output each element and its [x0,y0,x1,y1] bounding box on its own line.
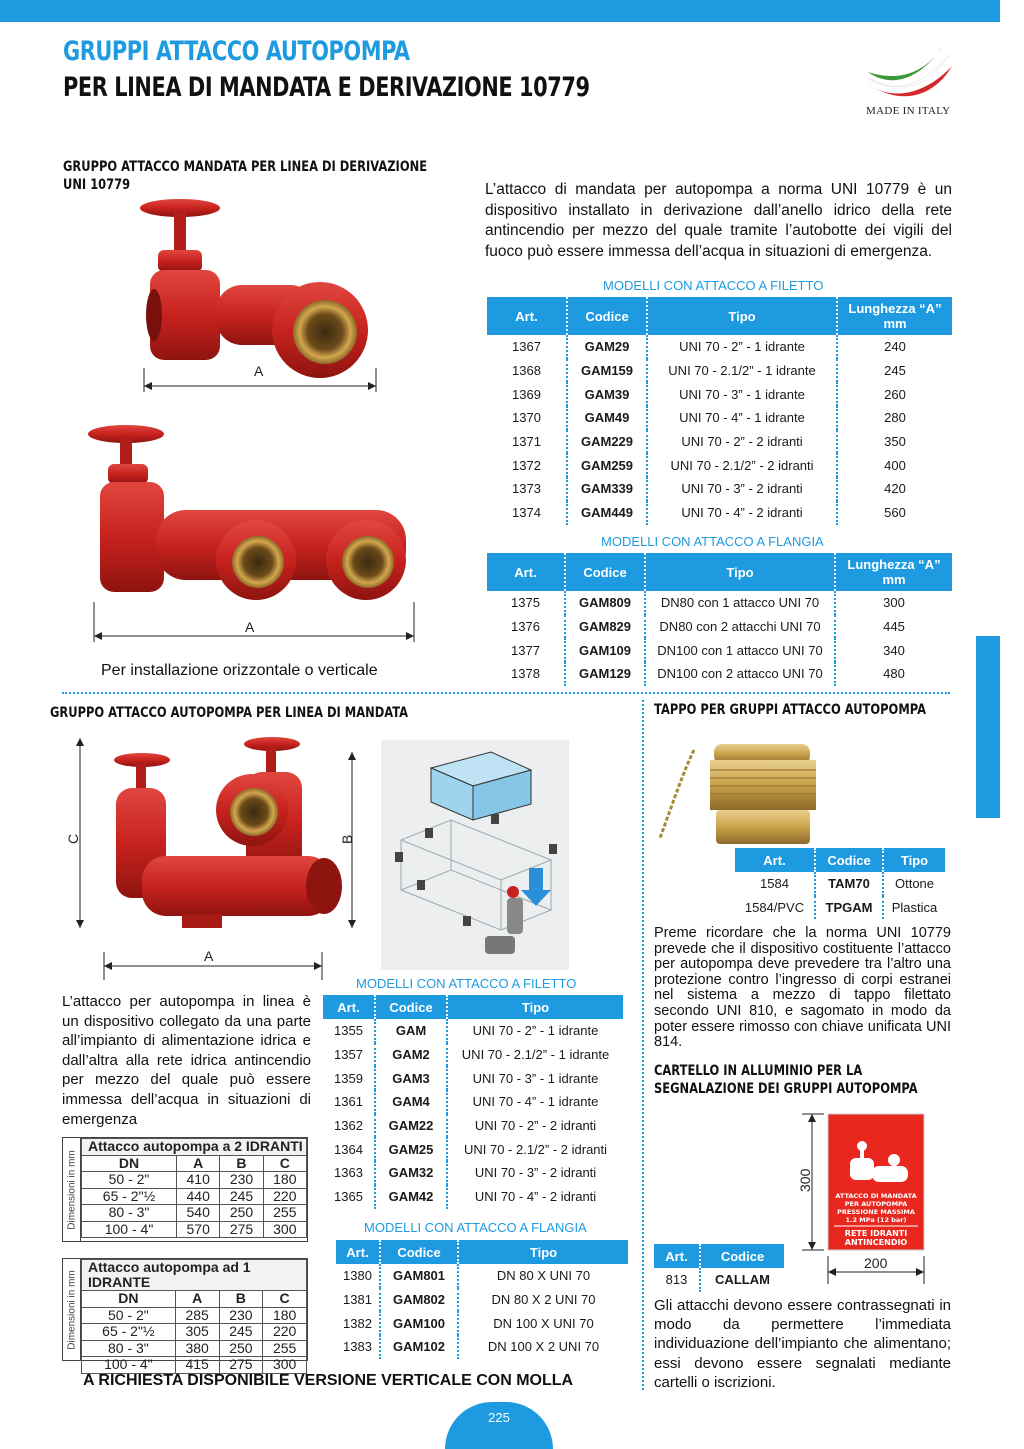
section-title-cartello-line2: SEGNALAZIONE DEI GRUPPI AUTOPOMPA [654,1081,918,1097]
column-header: Codice [375,995,447,1019]
table-cell: DN80 con 1 attacco UNI 70 [645,591,835,615]
table-cell: DN100 con 1 attacco UNI 70 [645,638,835,662]
table-cell: 350 [837,430,952,454]
sign-text-3: PRESSIONE MASSIMA [837,1208,915,1216]
table-row [487,335,952,359]
table-cell: 1357 [334,1047,363,1063]
page-title-line1: GRUPPI ATTACCO AUTOPOMPA [63,36,410,67]
column-header: Codice [565,553,645,591]
column-header: Tipo [447,995,623,1019]
table-derivazione-flangia [487,553,952,686]
table-cell: 280 [837,406,952,430]
table-cell: 1365 [334,1189,363,1205]
table-row [336,1311,628,1335]
table-cell: 230 [220,1172,263,1189]
top-accent-bar [0,0,1000,22]
column-header: Lunghezza “A” mm [837,297,952,335]
table-cell: 245 [220,1188,263,1205]
table-row [82,1221,307,1238]
table-cell: 80 - 3" [82,1205,177,1222]
table-cartello [654,1244,784,1292]
column-header: A [177,1155,220,1172]
table-cell: TPGAM [815,896,883,920]
table-cell: 240 [837,335,952,359]
caption-flangia-derivazione: MODELLI CON ATTACCO A FLANGIA [601,534,824,549]
table-cell: 230 [219,1307,263,1324]
dimension-a-top [140,364,380,394]
table-cell: UNI 70 - 3” - 2 idranti [647,477,837,501]
table-cell: 1369 [512,386,541,402]
column-header: C [263,1291,307,1308]
table-cell: UNI 70 - 2” - 1 idrante [447,1019,623,1043]
table-cell: UNI 70 - 2.1/2” - 2 idranti [447,1137,623,1161]
table-cell: Plastica [883,896,945,920]
table-cell: 813 [665,1272,688,1288]
table-cell: UNI 70 - 3” - 2 idranti [447,1161,623,1185]
table-row [82,1307,307,1324]
section-title-tappo: TAPPO PER GRUPPI ATTACCO AUTOPOMPA [654,702,926,718]
table-cell: 1364 [334,1141,363,1157]
table-cell: 1375 [511,595,540,611]
table-cell: 275 [219,1357,263,1374]
table-header-row [487,553,952,591]
table-cell: 285 [175,1307,219,1324]
dim-title-row [82,1139,307,1156]
table-row [487,430,952,454]
section-title-cartello-line1: CARTELLO IN ALLUMINIO PER LA [654,1063,863,1079]
table-cell: 1362 [334,1118,363,1134]
column-header: Codice [700,1244,784,1268]
column-header: A [175,1291,219,1308]
table-cell: 220 [263,1188,306,1205]
table-cell: TAM70 [815,872,883,896]
table-cell: 255 [263,1340,307,1357]
table-cell: 1355 [334,1023,363,1039]
sign-text-6: ANTINCENDIO [844,1238,908,1247]
table-cell: GAM802 [380,1288,458,1312]
table-row [82,1357,307,1374]
side-section-tab [976,636,1000,818]
section-divider [62,692,950,694]
mandata-description: L’attacco per autopompa in linea è un dispositivo collegato da una parte all’impianto di alimentazione idrica e dall’altra alla rete idrica antincendio per mezzo del quale può essere immessa dell’acqua in situazioni di emergenza [62,993,311,1128]
dim-header-row [82,1155,307,1172]
table-row [487,382,952,406]
table-row [323,1066,623,1090]
table-header-row [336,1240,628,1264]
sign-image [790,1110,940,1286]
table-row [487,359,952,383]
table-cell: 1381 [343,1292,372,1308]
made-in-italy-label: MADE IN ITALY [866,105,951,117]
table-cell: 250 [220,1205,263,1222]
column-header: Art. [487,553,565,591]
caption-filetto-derivazione: MODELLI CON ATTACCO A FILETTO [603,278,824,293]
table-cell: DN100 con 2 attacco UNI 70 [645,662,835,686]
table-cell: 180 [263,1172,306,1189]
table-cell: GAM809 [565,591,645,615]
tappo-description: Preme ricordare che la norma UNI 10779 prevede che il dispositivo costituente l’attacco per autopompa deve prevedere tra l’altro una protezione contro l’ingresso di corpi estranei nel sistema a mezzo di tappo filettato secondo UNI 810, e sagomato in modo da poter essere rimosso con chiave unificata UNI 814. [654,925,951,1051]
table-row [336,1264,628,1288]
table-cell: UNI 70 - 4” - 2 idranti [647,501,837,525]
table-cell: GAM2 [375,1043,447,1067]
table-cell: GAM100 [380,1311,458,1335]
table-cell: UNI 70 - 4” - 1 idrante [647,406,837,430]
page-number: 225 [445,1402,553,1449]
table-cell: GAM22 [375,1114,447,1138]
dimension-a-mandata [100,948,326,982]
table-row [323,1185,623,1209]
sign-text-1: ATTACCO DI MANDATA [835,1192,917,1200]
sign-text-4: 1.2 MPa (12 bar) [845,1216,907,1224]
table-cell: 245 [837,359,952,383]
table-cell: 1378 [511,666,540,682]
table-cell: UNI 70 - 2” - 1 idrante [647,335,837,359]
table-cell: 1383 [343,1339,372,1355]
table-cell: UNI 70 - 3” - 1 idrante [647,382,837,406]
table-cell: 1363 [334,1165,363,1181]
table-cell: 1372 [512,457,541,473]
table-cell: 445 [835,615,952,639]
table-cell: GAM102 [380,1335,458,1359]
dim-c-label: C [65,833,81,844]
table-cell: 570 [177,1221,220,1238]
table-cell: 1370 [512,410,541,426]
table-cell: GAM259 [567,453,647,477]
cap-plug-image [654,730,829,850]
column-header: C [263,1155,306,1172]
table-cell: GAM [375,1019,447,1043]
table-header-row [735,848,945,872]
sign-dim-w: 200 [864,1255,888,1271]
dim-a-label-2: A [245,619,255,635]
table-cell: GAM32 [375,1161,447,1185]
table-row [735,872,945,896]
valve-double-derivazione-image [86,420,416,610]
table-row [487,591,952,615]
table-row [735,896,945,920]
table-cell: DN 80 X UNI 70 [458,1264,628,1288]
table-cell: UNI 70 - 2.1/2” - 2 idranti [647,453,837,477]
table-cell: GAM39 [567,382,647,406]
table-cell: 80 - 3" [82,1340,176,1357]
section-title-derivazione-line2: UNI 10779 [63,177,131,193]
derivazione-description: L’attacco di mandata per autopompa a norma UNI 10779 è un dispositivo installato in derivazione dall’anello idrico della rete antincendio per mezzo del quale tramite l’autobotte dei vigili del fuoco può essere immessa dell’acqua in situazioni di emergenza. [485,181,952,260]
dim-side-label-box [63,1259,81,1360]
table-row [336,1335,628,1359]
table-cell: 560 [837,501,952,525]
dimension-a-middle [90,602,420,642]
table-header-row [487,297,952,335]
table-cell: 1367 [512,339,541,355]
table-row [323,1019,623,1043]
column-header: DN [82,1291,176,1308]
table-row [487,662,952,686]
table-row [323,1090,623,1114]
table-cell: 415 [175,1357,219,1374]
column-header: B [220,1155,263,1172]
table-cell: UNI 70 - 4” - 1 idrante [447,1090,623,1114]
table-cell: 440 [177,1188,220,1205]
table-cell: UNI 70 - 3” - 1 idrante [447,1066,623,1090]
table-cell: 1371 [512,434,541,450]
table-cell: 65 - 2"½ [82,1324,176,1341]
table-header-row [654,1244,784,1268]
table-cell: UNI 70 - 4” - 2 idranti [447,1185,623,1209]
column-header: Tipo [883,848,945,872]
table-cell: GAM42 [375,1185,447,1209]
table-cell: GAM229 [567,430,647,454]
column-header: Art. [487,297,567,335]
table-row [654,1268,784,1292]
table-cell: 400 [837,453,952,477]
table-cell: UNI 70 - 2.1/2” - 1 idrante [447,1043,623,1067]
table-row [487,638,952,662]
caption-filetto-mandata: MODELLI CON ATTACCO A FILETTO [356,976,577,991]
table-row [323,1043,623,1067]
table-cell: GAM3 [375,1066,447,1090]
table-cell: GAM339 [567,477,647,501]
table-row [487,477,952,501]
table-cell: 255 [263,1205,306,1222]
table-cell: 305 [175,1324,219,1341]
column-header: Codice [567,297,647,335]
dim-title: Attacco autopompa a 2 IDRANTI [82,1139,307,1156]
table-cell: 220 [263,1324,307,1341]
table-cell: 260 [837,382,952,406]
cartello-description: Gli attacchi devono essere contrassegnati in modo da permettere l’immediata individuazione dell’impianto che alimentano; essi devono essere segnalati mediante cartelli o iscrizioni. [654,1297,951,1391]
table-cell: GAM129 [565,662,645,686]
table-cell: DN 100 X 2 UNI 70 [458,1335,628,1359]
table-row [487,501,952,525]
table-row [487,406,952,430]
table-cell: 300 [263,1357,307,1374]
italy-flag-logo-icon [860,38,955,106]
section-title-mandata: GRUPPO ATTACCO AUTOPOMPA PER LINEA DI MANDATA [50,705,409,721]
dim-title-row [82,1260,307,1291]
table-cell: UNI 70 - 2” - 2 idranti [647,430,837,454]
table-row [82,1172,307,1189]
table-row [82,1324,307,1341]
section-title-cartello [654,1062,918,1098]
table-cell: 410 [177,1172,220,1189]
table-cell: 480 [835,662,952,686]
table-row [336,1288,628,1312]
table-row [82,1205,307,1222]
table-row [82,1340,307,1357]
table-cell: 100 - 4" [82,1357,176,1374]
table-cell: 1361 [334,1094,363,1110]
table-cell: 1368 [512,363,541,379]
sign-text-5: RETE IDRANTI [844,1229,908,1238]
table-cell: 340 [835,638,952,662]
table-cell: 50 - 2" [82,1307,176,1324]
column-header: Art. [654,1244,700,1268]
table-derivazione-filetto [487,297,952,525]
dim-a-label-1: A [254,364,264,379]
table-cell: 250 [219,1340,263,1357]
column-header: Codice [815,848,883,872]
table-cell: 1584/PVC [744,900,805,916]
table-cell: GAM49 [567,406,647,430]
sign-dim-h: 300 [797,1168,813,1192]
dim-side-label: Dimensioni in mm [66,1269,77,1350]
table-cell: 65 - 2"½ [82,1188,177,1205]
table-row [323,1161,623,1185]
table-cell: DN 80 X 2 UNI 70 [458,1288,628,1312]
column-header: Tipo [458,1240,628,1264]
table-cell: 1374 [512,505,541,521]
table-mandata-flangia [336,1240,628,1359]
column-header: DN [82,1155,177,1172]
table-cell: DN80 con 2 attacchi UNI 70 [645,615,835,639]
table-cell: UNI 70 - 2” - 2 idranti [447,1114,623,1138]
section-title-derivazione [63,158,427,194]
table-tappo [735,848,945,919]
table-cell: 1380 [343,1268,372,1284]
sign-text-2: PER AUTOPOMPA [844,1200,908,1208]
table-cell: 100 - 4" [82,1221,177,1238]
table-cell: 420 [837,477,952,501]
section-title-derivazione-line1: GRUPPO ATTACCO MANDATA PER LINEA DI DERIVAZIONE [63,159,428,175]
column-header: Lunghezza “A” mm [835,553,952,591]
installation-scheme-image [381,740,569,970]
dim-table-1-idrante [62,1258,308,1373]
column-divider [642,700,644,1390]
table-cell: 245 [219,1324,263,1341]
table-cell: GAM829 [565,615,645,639]
table-cell: GAM801 [380,1264,458,1288]
table-cell: 1376 [511,619,540,635]
column-header: Art. [735,848,815,872]
table-cell: 1373 [512,481,541,497]
table-cell: 540 [177,1205,220,1222]
table-cell: GAM29 [567,335,647,359]
dim-b-label: B [339,834,355,844]
footer-note: A RICHIESTA DISPONIBILE VERSIONE VERTICALE CON MOLLA [83,1372,574,1389]
table-cell: CALLAM [700,1268,784,1292]
install-note: Per installazione orizzontale o verticale [101,662,378,679]
column-header: Codice [380,1240,458,1264]
table-mandata-filetto [323,995,623,1209]
column-header: B [219,1291,263,1308]
page-title-line2: PER LINEA DI MANDATA E DERIVAZIONE 10779 [63,72,590,103]
table-row [82,1188,307,1205]
table-cell: 275 [220,1221,263,1238]
table-cell: GAM449 [567,501,647,525]
dim-a-label-3: A [204,948,214,964]
table-cell: 1382 [343,1315,372,1331]
table-cell: GAM4 [375,1090,447,1114]
dim-side-label: Dimensioni in mm [66,1149,77,1230]
table-cell: GAM159 [567,359,647,383]
valve-mandata-image [62,728,362,973]
table-row [487,453,952,477]
table-cell: 50 - 2" [82,1172,177,1189]
table-cell: Ottone [883,872,945,896]
table-cell: 300 [835,591,952,615]
column-header: Art. [323,995,375,1019]
dim-header-row [82,1291,307,1308]
table-cell: 180 [263,1307,307,1324]
table-cell: 1584 [760,876,789,892]
table-row [323,1114,623,1138]
table-header-row [323,995,623,1019]
dim-side-label-box [63,1138,81,1241]
table-row [323,1137,623,1161]
table-cell: 1359 [334,1070,363,1086]
dim-table-2-idranti [62,1137,308,1242]
table-cell: GAM109 [565,638,645,662]
table-cell: DN 100 X UNI 70 [458,1311,628,1335]
table-cell: 1377 [511,642,540,658]
caption-flangia-mandata: MODELLI CON ATTACCO A FLANGIA [364,1220,587,1235]
column-header: Tipo [647,297,837,335]
table-cell: 380 [175,1340,219,1357]
table-cell: 300 [263,1221,306,1238]
column-header: Art. [336,1240,380,1264]
table-cell: UNI 70 - 2.1/2” - 1 idrante [647,359,837,383]
column-header: Tipo [645,553,835,591]
dim-title: Attacco autopompa ad 1 IDRANTE [82,1260,307,1291]
table-cell: GAM25 [375,1137,447,1161]
table-row [487,615,952,639]
